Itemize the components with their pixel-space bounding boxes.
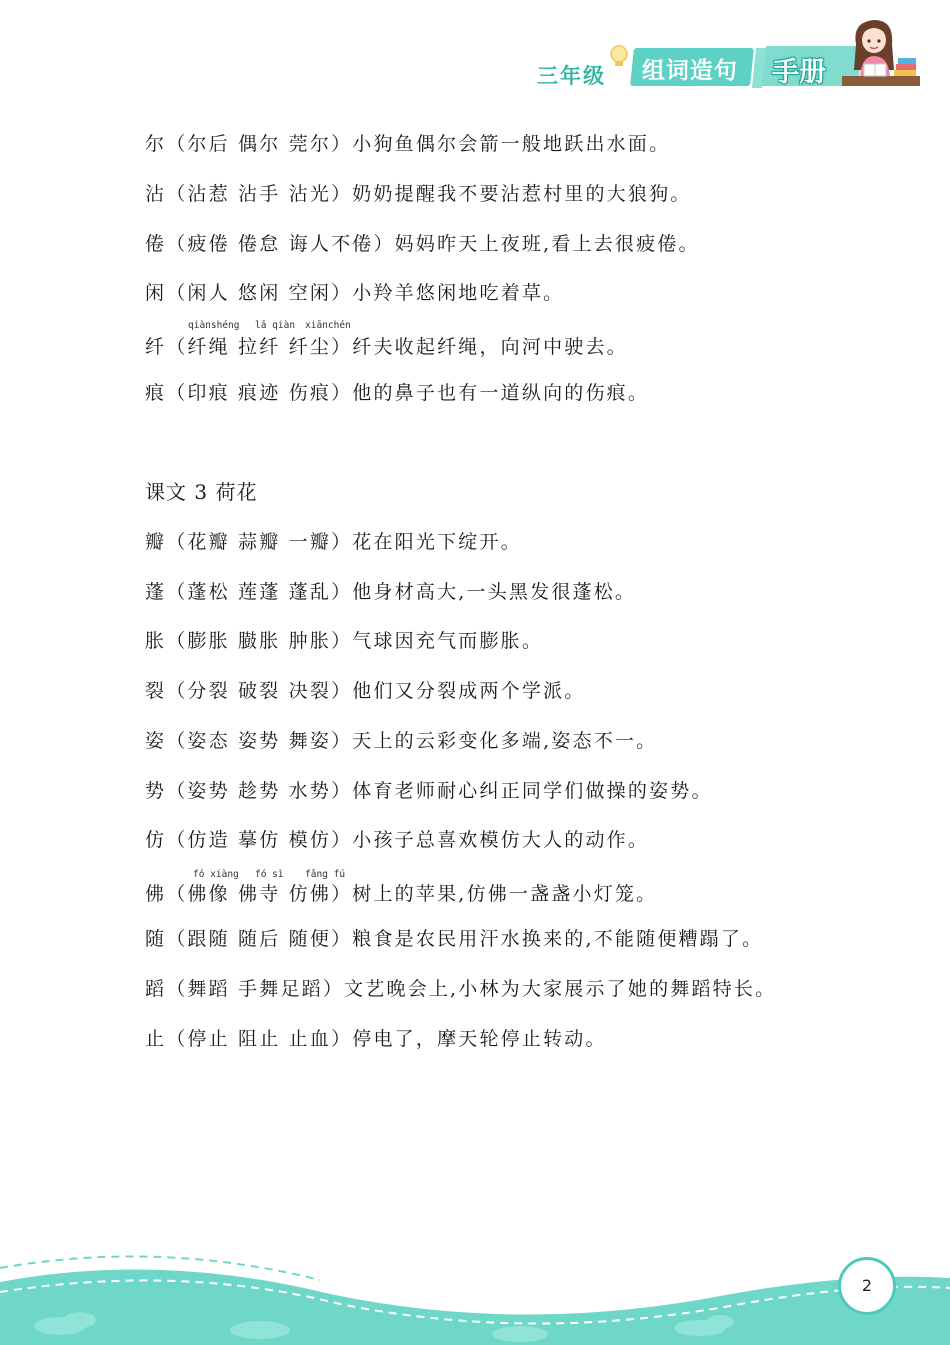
vocab-line: 痕（印痕 痕迹 伤痕）他的鼻子也有一道纵向的伤痕。 [145,382,650,404]
page-header [0,0,950,110]
manual-label: 手册 [772,57,826,88]
vocab-line: 倦（疲倦 倦怠 诲人不倦）妈妈昨天上夜班,看上去很疲倦。 [145,233,700,255]
vocab-line: 尔（尔后 偶尔 莞尔）小狗鱼偶尔会箭一般地跃出水面。 [145,133,671,155]
vocab-line: 姿（姿态 姿势 舞姿）天上的云彩变化多端,姿态不一。 [145,730,658,752]
vocab-line: 止（停止 阻止 止血）停电了，摩天轮停止转动。 [145,1028,607,1050]
vocab-line: 胀（膨胀 臌胀 肿胀）气球因充气而膨胀。 [145,630,544,652]
pinyin-annotation: fó xiàng [193,869,239,880]
book-title: 组词造句 [641,58,738,84]
vocab-line: 蓬（蓬松 莲蓬 蓬乱）他身材高大,一头黑发很蓬松。 [145,581,637,603]
vocab-line: 佛（佛像 佛寺 仿佛）树上的苹果,仿佛一盏盏小灯笼。 [145,883,658,905]
pinyin-annotation: fǎng fú [305,869,346,880]
page-number: 2 [838,1257,896,1315]
grade-label: 三年级 [537,64,606,88]
pinyin-annotation: qiànshéng [188,320,240,331]
lightbulb-icon [608,44,630,70]
vocab-line: 闲（闲人 悠闲 空闲）小羚羊悠闲地吃着草。 [145,282,565,304]
vocab-line: 随（跟随 随后 随便）粮食是农民用汗水换来的,不能随便糟蹋了。 [145,928,764,950]
book-title-banner [630,48,754,86]
vocab-line: 蹈（舞蹈 手舞足蹈）文艺晚会上,小林为大家展示了她的舞蹈特长。 [145,978,777,1000]
pinyin-annotation: lā qiàn [255,320,296,331]
pinyin-annotation: fó sì [255,869,284,880]
vocab-line: 裂（分裂 破裂 决裂）他们又分裂成两个学派。 [145,680,586,702]
vocab-line: 瓣（花瓣 蒜瓣 一瓣）花在阳光下绽开。 [145,531,522,553]
vocab-line: 沾（沾惹 沾手 沾光）奶奶提醒我不要沾惹村里的大狼狗。 [145,183,692,205]
footer-wave-decoration [0,1230,950,1345]
vocab-line: 纤（纤绳 拉纤 纤尘）纤夫收起纤绳，向河中驶去。 [145,336,628,358]
vocab-line: 势（姿势 趁势 水势）体育老师耐心纠正同学们做操的姿势。 [145,780,713,802]
vocab-line: 仿（仿造 摹仿 模仿）小孩子总喜欢模仿大人的动作。 [145,829,650,851]
lesson-title: 课文 3 荷花 [145,480,258,504]
pinyin-annotation: xiānchén [305,320,351,331]
girl-reading-icon [838,14,922,90]
